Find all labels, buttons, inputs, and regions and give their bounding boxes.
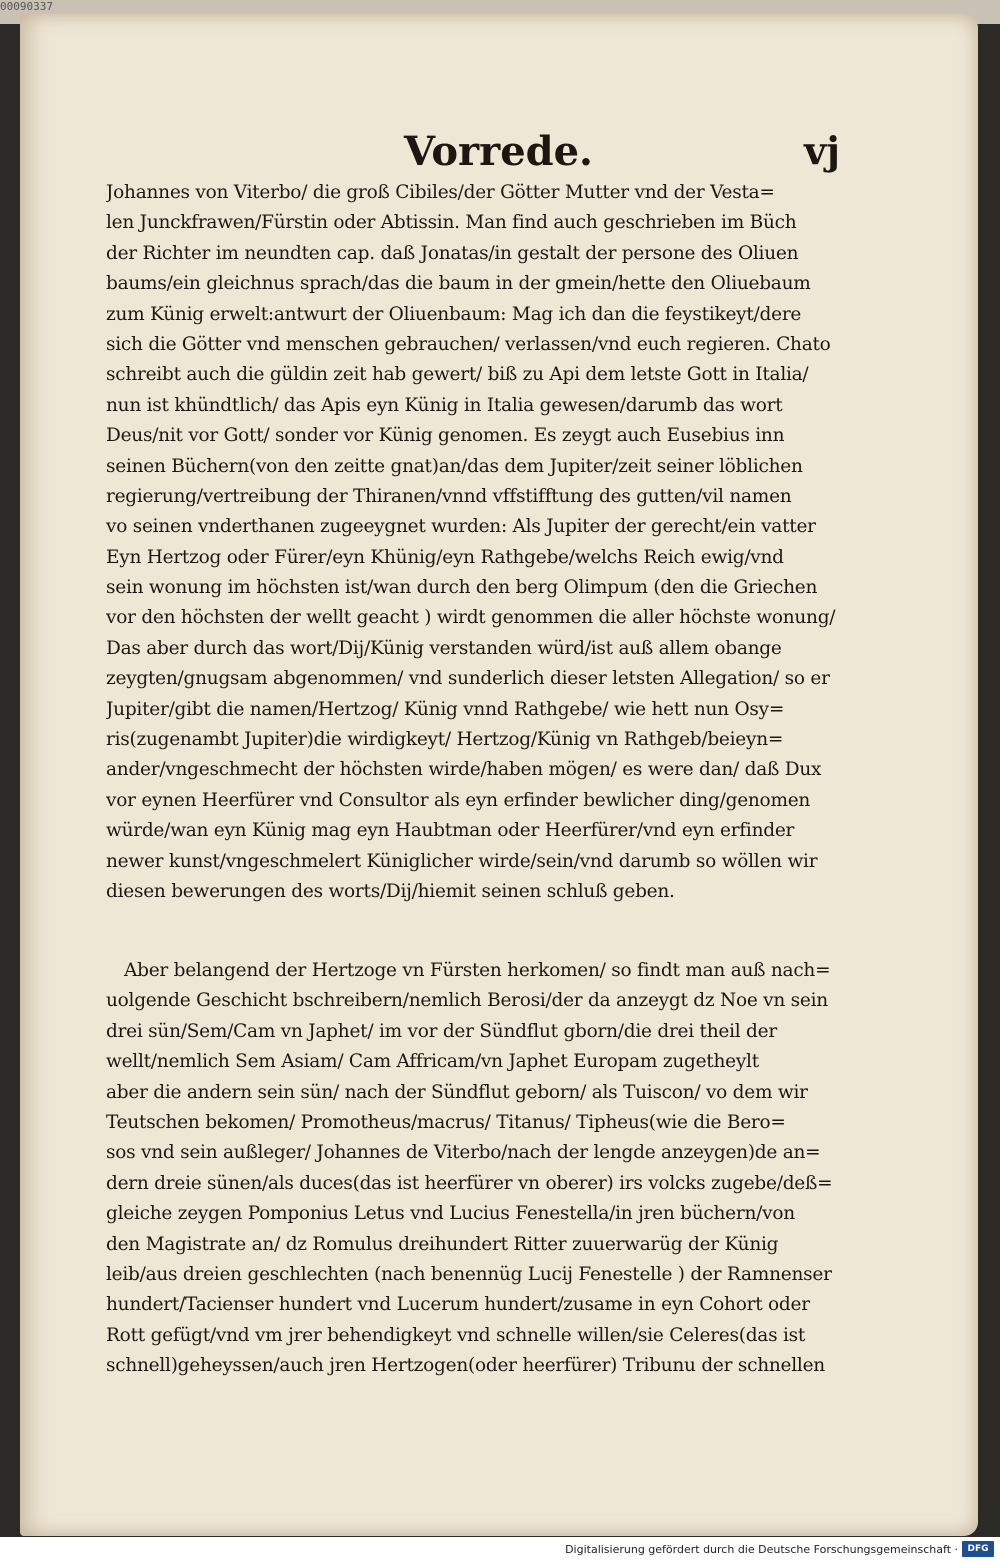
text-line: diesen bewerungen des worts/Dij/hiemit seinen schluß geben. bbox=[106, 880, 675, 902]
text-line: nun ist khündtlich/ das Apis eyn Künig in Italia gewesen/darumb das wort bbox=[106, 394, 783, 416]
text-line: Johannes von Viterbo/ die groß Cibiles/der Götter Mutter vnd der Vesta= bbox=[106, 182, 775, 203]
text-line: regierung/vertreibung der Thiranen/vnnd vffstifftung des gutten/vil namen bbox=[106, 485, 792, 507]
text-line: len Junckfrawen/Fürstin oder Abtissin. Man find auch geschrieben im Büch bbox=[106, 212, 797, 234]
text-line: vor den höchsten der wellt geacht ) wirdt genommen die aller höchste wonung/ bbox=[106, 607, 836, 629]
running-head: Vorrede. bbox=[404, 128, 593, 175]
text-line: dern dreie sünen/als duces(das ist heerfürer vn oberer) irs volcks zugebe/deß= bbox=[106, 1172, 833, 1194]
text-line: leib/aus dreien geschlechten (nach benennüg Lucij Fenestelle ) der Ramnenser bbox=[106, 1263, 832, 1285]
footer-credit: Digitalisierung gefördert durch die Deutsche Forschungsgemeinschaft · bbox=[565, 1543, 958, 1556]
text-line: gleiche zeygen Pomponius Letus vnd Lucius Fenestella/in jren büchern/von bbox=[106, 1203, 795, 1225]
text-line: ris(zugenambt Jupiter)die wirdigkeyt/ Hertzog/Künig vn Rathgeb/beieyn= bbox=[106, 729, 784, 751]
text-line: vor eynen Heerfürer vnd Consultor als eyn erfinder bewlicher ding/genomen bbox=[106, 789, 811, 811]
text-line: sein wonung im höchsten ist/wan durch den berg Olimpum (den die Griechen bbox=[106, 577, 818, 599]
digitization-footer bbox=[0, 1537, 1000, 1562]
paragraph-2 bbox=[106, 956, 882, 1381]
text-line: Das aber durch das wort/Dij/Künig verstanden würd/ist auß allem obange bbox=[106, 637, 782, 659]
text-line: wellt/nemlich Sem Asiam/ Cam Affricam/vn Japhet Europam zugetheylt bbox=[106, 1051, 759, 1073]
scan-id-label: 00090337 bbox=[0, 0, 53, 13]
dfg-logo: DFG bbox=[962, 1541, 994, 1557]
text-line: Teutschen bekomen/ Promotheus/macrus/ Titanus/ Tipheus(wie die Bero= bbox=[106, 1111, 786, 1133]
text-line: sos vnd sein außleger/ Johannes de Viterbo/nach der lengde anzeygen)de an= bbox=[106, 1142, 821, 1164]
text-line: den Magistrate an/ dz Romulus dreihundert Ritter zuuerwarüg der Künig bbox=[106, 1233, 779, 1255]
paragraph-1 bbox=[106, 178, 882, 907]
text-line: ander/vngeschmecht der höchsten wirde/haben mögen/ es were dan/ daß Dux bbox=[106, 759, 822, 781]
text-line: zeygten/gnugsam abgenommen/ vnd sunderlich dieser letsten Allegation/ so er bbox=[106, 668, 830, 690]
text-line: schnell)geheyssen/auch jren Hertzogen(oder heerfürer) Tribunu der schnellen bbox=[106, 1355, 825, 1377]
text-line: drei sün/Sem/Cam vn Japhet/ im vor der Sündflut gborn/die drei theil der bbox=[106, 1020, 777, 1042]
text-line: der Richter im neundten cap. daß Jonatas/in gestalt der persone des Oliuen bbox=[106, 242, 799, 264]
text-line: Jupiter/gibt die namen/Hertzog/ Künig vnnd Rathgebe/ wie hett nun Osy= bbox=[106, 698, 785, 720]
text-line: sich die Götter vnd menschen gebrauchen/ verlassen/vnd euch regieren. Chato bbox=[106, 333, 831, 355]
text-line: Aber belangend der Hertzoge vn Fürsten herkomen/ so findt man auß nach= bbox=[124, 960, 831, 981]
text-line: vo seinen vnderthanen zugeeygnet wurden: Als Jupiter der gerecht/ein vatter bbox=[106, 516, 816, 538]
text-line: zum Künig erwelt:antwurt der Oliuenbaum: Mag ich dan die feystikeyt/dere bbox=[106, 303, 802, 325]
text-line: Deus/nit vor Gott/ sonder vor Künig genomen. Es zeygt auch Eusebius inn bbox=[106, 425, 785, 447]
text-line: aber die andern sein sün/ nach der Sündflut geborn/ als Tuiscon/ vo dem wir bbox=[106, 1081, 808, 1103]
text-line: schreibt auch die güldin zeit hab gewert/ biß zu Api dem letste Gott in Italia/ bbox=[106, 364, 809, 386]
folio-number: vj bbox=[804, 128, 840, 173]
text-line: würde/wan eyn Künig mag eyn Haubtman oder Heerfürer/vnd eyn erfinder bbox=[106, 820, 795, 842]
text-line: baums/ein gleichnus sprach/das die baum in der gmein/hette den Oliuebaum bbox=[106, 273, 811, 295]
text-line: uolgende Geschicht bschreibern/nemlich Berosi/der da anzeygt dz Noe vn sein bbox=[106, 990, 828, 1012]
text-line: Rott gefügt/vnd vm jrer behendigkeyt vnd schnelle willen/sie Celeres(das ist bbox=[106, 1324, 806, 1346]
text-line: seinen Büchern(von den zeitte gnat)an/das dem Jupiter/zeit seiner löblichen bbox=[106, 455, 803, 477]
text-line: Eyn Hertzog oder Fürer/eyn Khünig/eyn Rathgebe/welchs Reich ewig/vnd bbox=[106, 546, 784, 568]
text-line: hundert/Tacienser hundert vnd Lucerum hundert/zusame in eyn Cohort oder bbox=[106, 1294, 810, 1316]
text-line: newer kunst/vngeschmelert Küniglicher wirde/sein/vnd darumb so wöllen wir bbox=[106, 850, 818, 872]
